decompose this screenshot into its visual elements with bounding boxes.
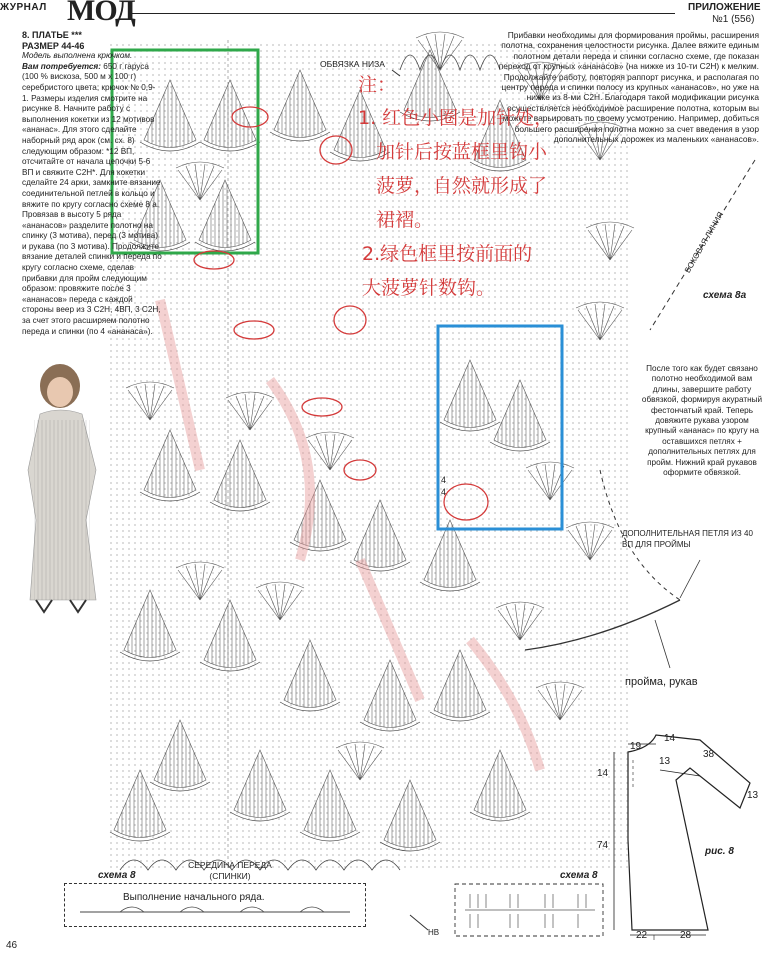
- pattern-title: 8. ПЛАТЬЕ ***: [22, 30, 82, 40]
- note-line: 1. 红色小圈是加针处，: [358, 107, 554, 129]
- model-photo: [28, 364, 96, 612]
- extra-loop-label: ДОПОЛНИТЕЛЬНАЯ ПЕТЛЯ ИЗ 40 ВП ДЛЯ ПРОЙМЫ: [622, 529, 753, 549]
- note-line: 大菠萝针数钩。: [362, 277, 496, 299]
- journal-label: ЖУРНАЛ: [0, 2, 47, 13]
- pattern-body: 650 г гаруса (100 % вискоза, 500 м х 100 г) серебристого цвета; крючок № 0,9-1. Размеры изделия смотрите на рисунке 8. Начните работу с выполнения кокетки из 12 мотивов «ананас». Для этого сделайте наборный ряд арок (см. сх. 8) следующим образом: *12 ВП, отсчитайте от начала цепочки 5-6 ВП и свяжите С2Н*. Для кокетки сделайте 24 арки, замкните вязание соединительной петлей в кольцо и вяжите по кругу согласно схеме 8 а. Провязав в высоту 5 ряда «ананасов» разделите полотно на спинку (3 мотива), перед (3 мотива) и рукава (по 3 мотива). Продолжите вязание деталей спинки и переда по кругу согласно схеме, сделав прибавки для пройм следующим образом: провяжите после 3 «ананасов» переда с каждой стороны веер из 3 С2Н, 4ВП, 3 С2Н, за счет этого расширяем полотно переда и спинки (по 4 «ананаса»).: [22, 61, 162, 336]
- start-row-box: [64, 883, 366, 927]
- dim-74: 74: [597, 840, 609, 851]
- dim-19: 19: [630, 741, 642, 752]
- journal-logo: МОД: [67, 0, 135, 27]
- materials-label: Вам потребуется:: [22, 61, 101, 71]
- note-heading: 注：: [358, 74, 397, 96]
- note-line: 裙褶。: [376, 209, 434, 231]
- schema-8-right-label: схема 8: [560, 870, 598, 881]
- dim-13-b: 13: [747, 790, 759, 801]
- armhole-label: пройма, рукав: [625, 676, 698, 688]
- schema-8a-label: схема 8а: [703, 290, 747, 301]
- dim-14-top: 14: [664, 733, 676, 744]
- finishing-instructions: После того как будет связано полотно необходимой вам длины, завершите работу обвязкой, формируя акуратный фестончатый край. Теперь довяжите рукава узором крупный «ананас» по кругу на оставшихся петлях + дополнительных петлях для пройм. Нижний край рукавов оформите обвязкой.: [641, 364, 763, 478]
- note-line: 2.绿色框里按前面的: [362, 243, 533, 265]
- appendix-label: ПРИЛОЖЕНИЕ: [688, 2, 761, 13]
- issue-number: №1 (556): [712, 14, 755, 25]
- center-front-label: СЕРЕДИНА ПЕРЕДА (СПИНКИ): [188, 860, 272, 881]
- note-line: 菠萝，自然就形成了: [376, 175, 548, 197]
- dim-13-a: 13: [659, 756, 671, 767]
- pattern-model: Модель выполнена крючком.: [22, 51, 133, 61]
- start-row-label: Выполнение начального ряда.: [123, 892, 265, 903]
- pattern-size: РАЗМЕР 44-46: [22, 40, 85, 51]
- note-line: 加针后按蓝框里钩小: [376, 141, 548, 163]
- pattern-description: [22, 30, 162, 337]
- dim-38: 38: [703, 749, 715, 760]
- figure-caption: рис. 8: [705, 846, 734, 857]
- right-instructions: Прибавки необходимы для формирования проймы, расширения полотна, сохранения целостности рисунка. Далее вяжите единым полотном детали переда и спинки согласно схеме, где показан переход от крупных «ананасов» (на нижке из 10-ти С2Н) к мелким. Продолжайте работу, повторяя раппорт рисунка, и располагая по центру переда и спинки полосу из крупных «ананасов», но уже на нижке из 8-ми С2Н. Благодаря такой модификации рисунка осуществляется необходимое расширение полотна, которым вы можете варьировать по своему усмотрению. Например, добиться большего расширения полотна можно за счет введения в узор дополнительных дорожек из маленьких «ананасов».: [498, 30, 759, 145]
- row-number: 4: [441, 475, 447, 485]
- dim-28: 28: [680, 930, 692, 941]
- schema-8-left-label: схема 8: [98, 870, 136, 881]
- row-number: 4: [441, 487, 447, 497]
- side-line-label: БОКОВАЯ ЛИНИЯ: [683, 210, 726, 275]
- obvyazka-label: ОБВЯЗКА НИЗА: [320, 59, 385, 69]
- page-number: 46: [6, 940, 18, 951]
- dim-14-left: 14: [597, 768, 609, 779]
- dim-22: 22: [636, 930, 648, 941]
- nv-label: НВ: [428, 928, 440, 937]
